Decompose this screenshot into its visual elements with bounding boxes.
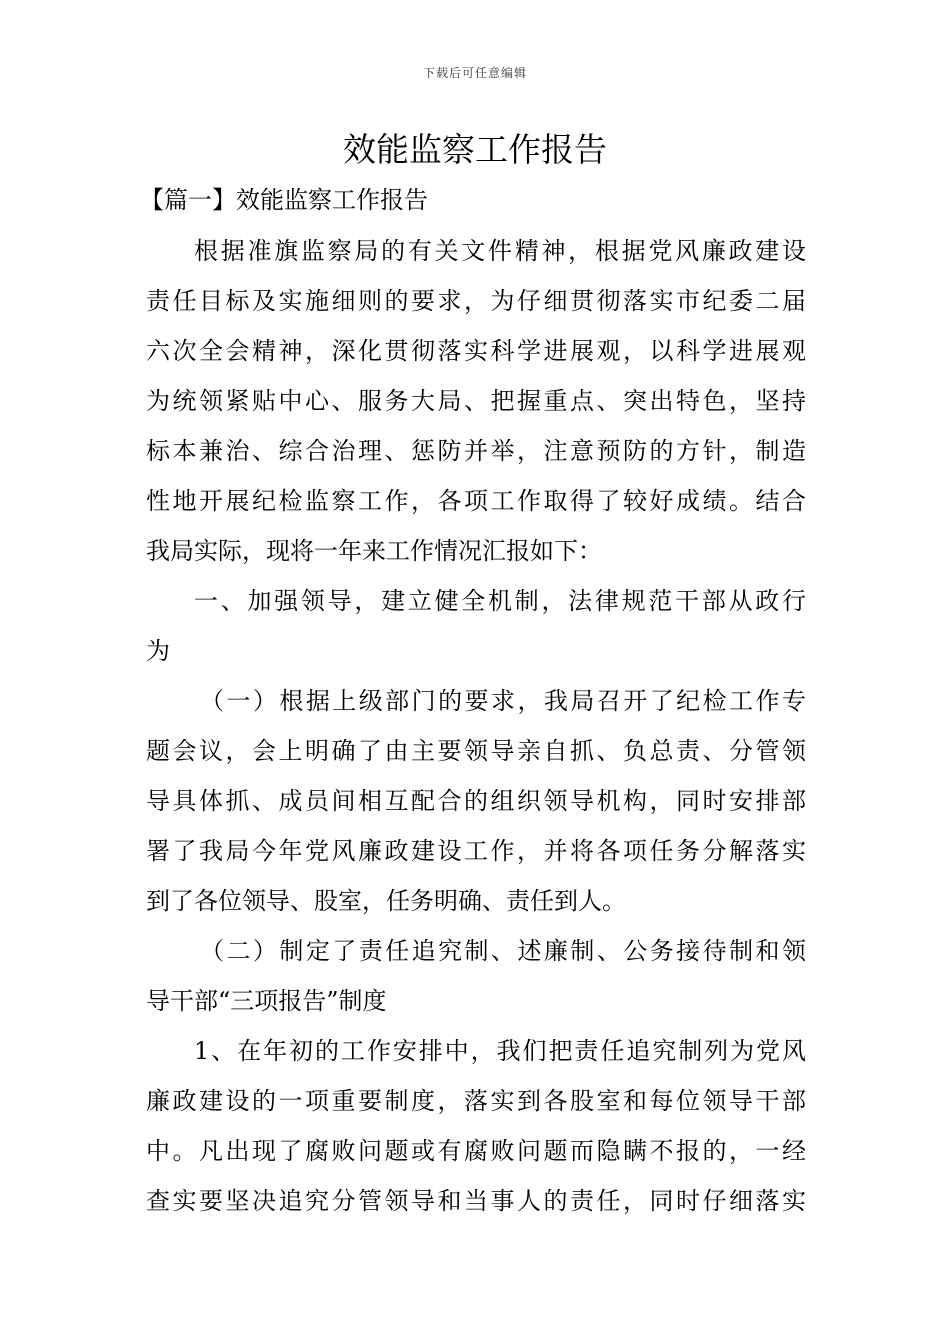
- text-line: （二）制定了责任追究制、述廉制、公务接待制和领: [200, 937, 806, 965]
- header-note: 下载后可任意编辑: [422, 66, 527, 80]
- text-line: 署了我局今年党风廉政建设工作，并将各项任务分解落实: [146, 837, 806, 865]
- paragraph: [146, 676, 806, 926]
- text-line: 我局实际，现将一年来工作情况汇报如下：: [146, 537, 602, 565]
- paragraph: [146, 576, 806, 676]
- text-line: 六次全会精神，深化贯彻落实科学进展观，以科学进展观: [146, 337, 806, 365]
- text-line: 为统领紧贴中心、服务大局、把握重点、突出特色，坚持: [146, 387, 806, 415]
- text-line: 导具体抓、成员间相互配合的组织领导机构，同时安排部: [146, 787, 806, 815]
- section-label: 【篇一】效能监察工作报告: [140, 186, 428, 214]
- text-line: 中。凡出现了腐败问题或有腐败问题而隐瞒不报的，一经: [146, 1137, 806, 1165]
- text-line: 性地开展纪检监察工作，各项工作取得了较好成绩。结合: [146, 487, 806, 515]
- text-line: 标本兼治、综合治理、惩防并举，注意预防的方针，制造: [146, 437, 806, 465]
- text-line: 为: [146, 637, 170, 665]
- paragraph: [146, 226, 806, 576]
- text-line: 责任目标及实施细则的要求，为仔细贯彻落实市纪委二届: [146, 287, 806, 315]
- text-line: 一、加强领导，建立健全机制，法律规范干部从政行: [194, 587, 806, 615]
- text-line: 导干部“三项报告”制度: [146, 987, 387, 1015]
- body-text: [146, 226, 806, 1226]
- text-line: 到了各位领导、股室，任务明确、责任到人。: [146, 887, 626, 915]
- text-line: （一）根据上级部门的要求，我局召开了纪检工作专: [200, 687, 806, 715]
- document-title: 效能监察工作报告: [343, 130, 607, 169]
- text-line: 题会议，会上明确了由主要领导亲自抓、负总责、分管领: [146, 737, 806, 765]
- text-line: 1、在年初的工作安排中，我们把责任追究制列为党风: [194, 1037, 806, 1065]
- text-line: 廉政建设的一项重要制度，落实到各股室和每位领导干部: [146, 1087, 806, 1115]
- paragraph: [146, 1026, 806, 1226]
- text-line: 查实要坚决追究分管领导和当事人的责任，同时仔细落实: [146, 1187, 806, 1215]
- paragraph: [146, 926, 806, 1026]
- text-line: 根据准旗监察局的有关文件精神，根据党风廉政建设: [194, 237, 806, 265]
